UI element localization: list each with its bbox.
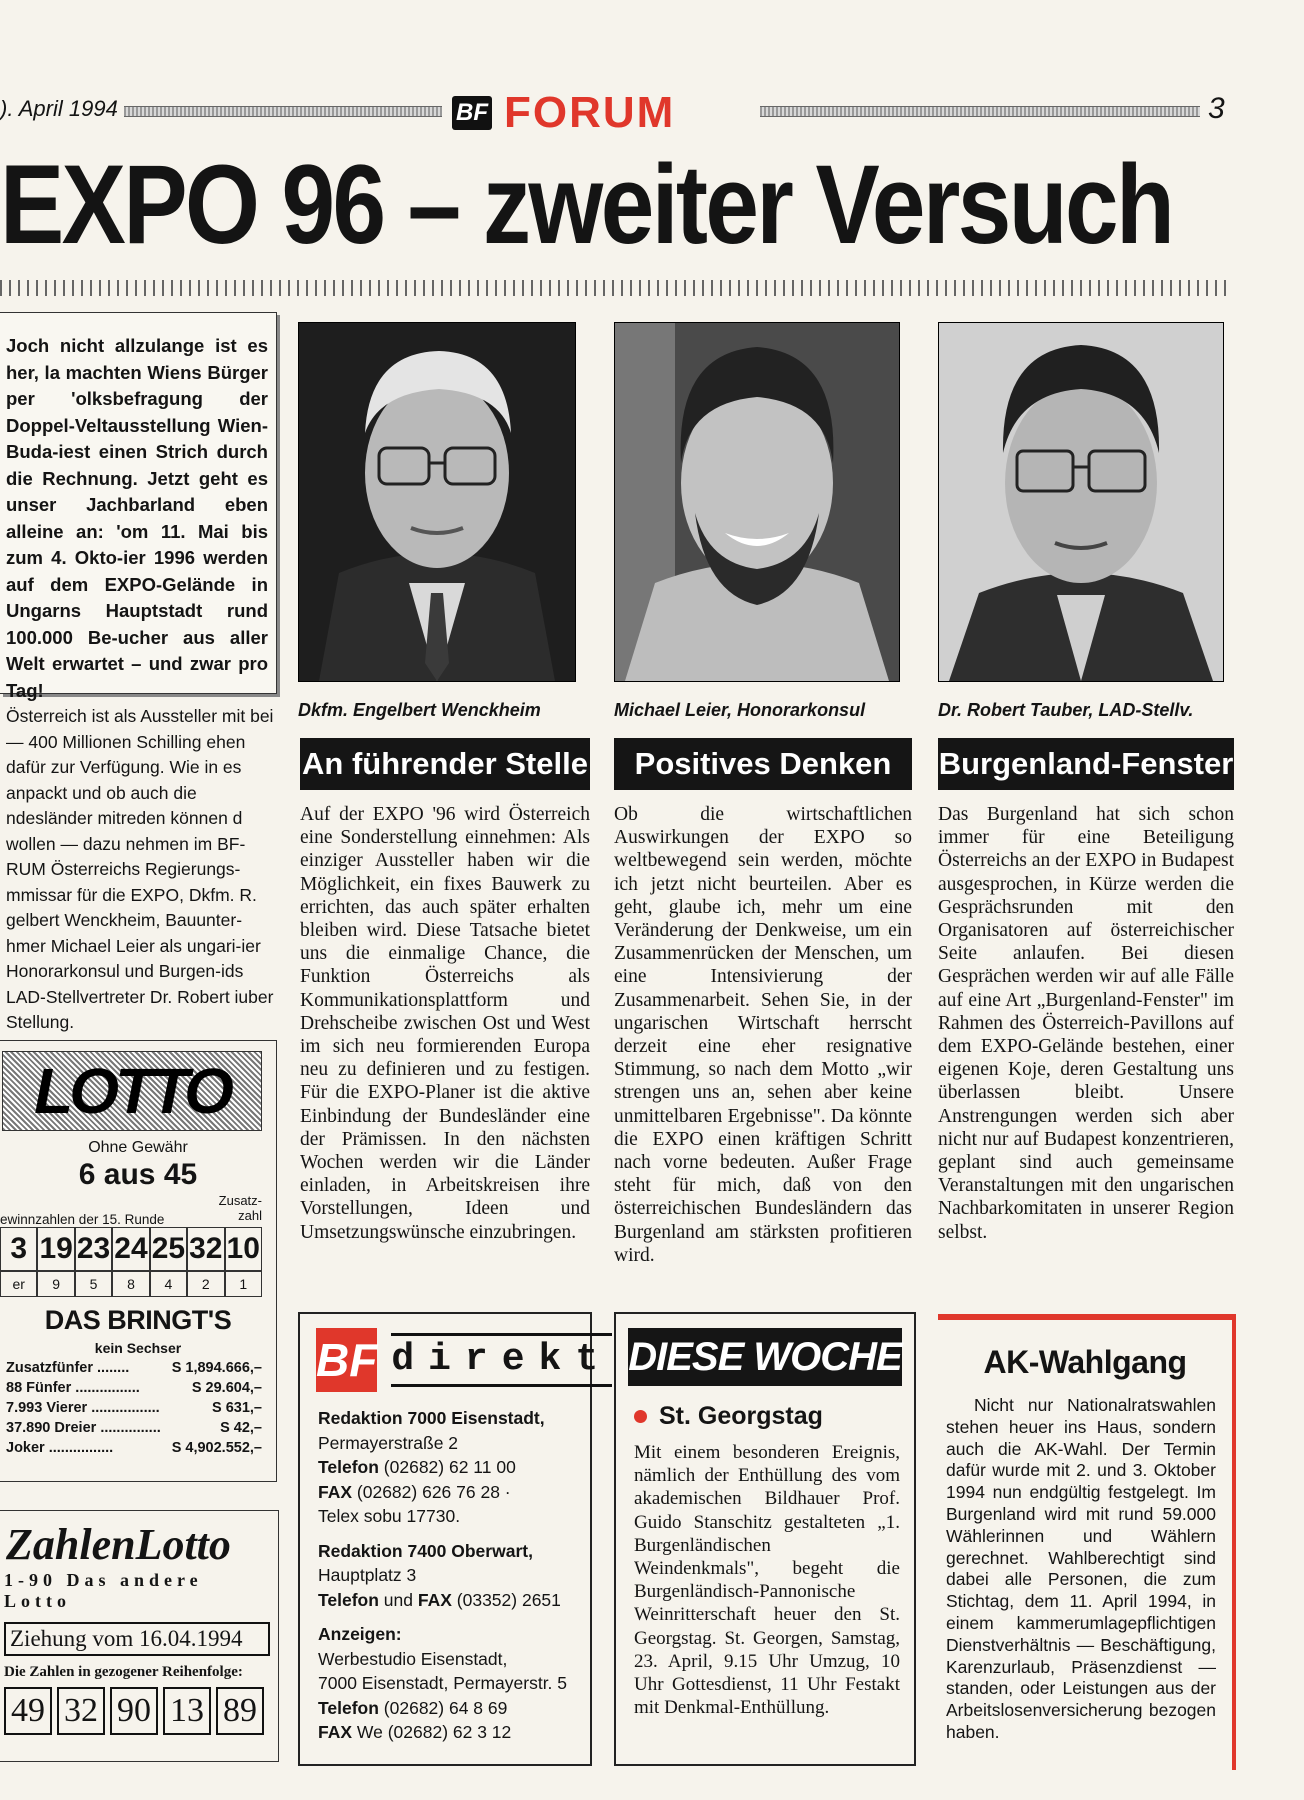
zahlenlotto-box [0,1510,279,1762]
kein-sechser: kein Sechser [94,1340,182,1356]
caption-wenckheim: Dkfm. Engelbert Wenckheim [298,700,541,720]
portrait-leier [614,322,900,682]
prize-line: 37.890 Dreier ............... S 42,– [6,1420,262,1436]
portrait-wenckheim [298,322,576,682]
direkt-line: Redaktion 7400 Oberwart, [318,1540,533,1561]
lotto-number: 25 [150,1227,187,1271]
lotto-numbers [0,1227,262,1271]
bf-logo: BF [452,96,492,130]
text-tauber: Das Burgenland hat sich schon immer für eine Beteiligung Österreichs an der EXPO in Budapest ausgesprochen, in Kürze werden die Gesprächsrunden mit den Organisatoren auf österreichischer Seite anlaufen. Bei diesen Gesprächen werden wir auf alle Fälle auf eine Art „Burgenland-Fenster" im Rahmen des Österreich-Pavillons auf dem EXPO-Gelände bestehen, einer eigenen Koje, deren Gestaltung uns überlassen bleibt. Unsere Anstrengungen werden sich aber nicht nur auf Budapest konzentrieren, geplant sind auch gemeinsame Veranstaltungen mit den ungarischen Nachbarkomitaten in unserer Region selbst. [938,804,1234,1243]
zahlenlotto-number: 49 [4,1687,52,1735]
lotto-number: 23 [75,1227,112,1271]
direkt-line: FAX (02682) 626 76 28 · [318,1481,511,1502]
prize-line: Joker ................ S 4,902.552,– [6,1440,262,1456]
direkt-line: Telefon und FAX (03352) 2651 [318,1589,561,1610]
intro-box [0,312,277,701]
ak-wahlgang-box [938,1314,1236,1770]
lotto-number: 19 [37,1227,74,1271]
lotto-count: 8 [112,1271,149,1297]
direkt-line: FAX We (02682) 62 3 12 [318,1722,512,1742]
heading-wenckheim: An führender Stelle [300,738,590,790]
lotto-count: 4 [150,1271,187,1297]
lotto-game: 6 aus 45 [78,1158,198,1191]
tick-rule [0,280,1232,296]
direkt-line: Werbestudio Eisenstadt, [318,1648,508,1669]
direkt-line: Hauptplatz 3 [318,1565,417,1585]
lotto-count: 9 [37,1271,74,1297]
headline: EXPO 96 – zweiter Versuch [0,142,1173,267]
page-number: 3 [1208,92,1225,125]
lotto-zusatz-label: Zusatz-zahl [218,1193,262,1223]
header-rule-left [124,106,442,117]
zahlenlotto-number: 32 [57,1687,105,1735]
bf-direkt-box [298,1312,613,1766]
caption-tauber: Dr. Robert Tauber, LAD-Stellv. [938,700,1194,720]
zahlenlotto-subtitle: 1-90 Das andere Lotto [4,1570,203,1611]
direkt-contacts [300,1392,590,1745]
bringts-title: DAS BRINGT'S [44,1305,232,1335]
ak-text: Nicht nur Nationalratswahlen stehen heuer ins Haus, sondern auch die AK-Wahl. Der Termin dafür wurde mit 2. und 3. Oktober 1994 nun endgültig festgelegt. Im Burgenland wird mit rund 59.000 Wählerinnen und Wählern gerechnet. Wahlberechtigt sind dabei alle Personen, die zum Stichtag, dem 11. April 1994, in einem kammerumlagepflichtigen Dienstverhältnis — Beschäftigung, Karenzurlaub, Präsenzdienst — standen, oder Leistungen aus der Arbeitslosenversicherung bezogen haben. [946,1395,1216,1742]
prize-line: 7.993 Vierer ................. S 631,– [6,1400,262,1416]
diese-woche-title: DIESE WOCHE [628,1328,902,1386]
diese-woche-box [614,1312,916,1766]
lotto-count: 2 [187,1271,224,1297]
direkt-line: Telefon (02682) 64 8 69 [318,1697,508,1718]
diese-woche-subtitle: St. Georgstag [659,1402,823,1430]
issue-date: ). April 1994 [0,96,118,121]
bullet-dot-icon [634,1410,647,1423]
lotto-counts [0,1271,262,1297]
direkt-line: 7000 Eisenstadt, Permayerstr. 5 [318,1673,568,1693]
zahlenlotto-number: 89 [216,1687,264,1735]
lotto-number: 24 [112,1227,149,1271]
lotto-number: 3 [0,1227,37,1271]
section-title: FORUM [504,88,676,137]
diese-woche-text: Mit einem besonderen Ereignis, nämlich der Enthüllung des vom akademischen Bildhauer Prof. Guido Stanschitz gestalteten „1. Burgenländischen Weindenkmals", begeht die Burgenländisch-Pannonische Weinritterschaft heuer den St. Georgstag. St. Georgen, Samstag, 23. April, 9.15 Uhr Umzug, 10 Uhr Gottesdienst, 11 Uhr Festakt mit Denkmal-Enthüllung. [634,1442,900,1719]
text-leier: Ob die wirtschaftlichen Auswirkungen der EXPO so weltbewegend sein werden, möchte ich jetzt nicht beurteilen. Aber es geht, glaube ich, mehr um eine Veränderung der Denkweise, um ein Zusammenrücken der Menschen, um eine Intensivierung der Zusammenarbeit. Sehen Sie, in der ungarischen Wirtschaft herrscht derzeit eine eher resignative Stimmung, so nach dem Motto „wir strengen uns an, sehen aber keine unmittelbaren Ergebnisse". Da könnte die EXPO einen kräftigen Schritt nach vorne bedeuten. Außer Frage steht für mich, daß von den österreichischen Bundesländern das Burgenland am stärksten profitieren wird. [614,804,912,1266]
direkt-line: Redaktion 7000 Eisenstadt, [318,1408,545,1428]
portrait-tauber [938,322,1224,682]
zahlenlotto-number: 90 [110,1687,158,1735]
zahlenlotto-numbers [0,1687,278,1735]
ak-title: AK-Wahlgang [983,1344,1187,1380]
text-wenckheim: Auf der EXPO '96 wird Österreich eine Sonderstellung einnehmen: Als einziger Aussteller haben wir die Möglichkeit, ein fixes Bauwerk zu errichten, das auch später erhalten bleiben wird. Diese Tatsache bietet uns die einmalige Chance, die Funktion Österreichs als Kommunikationsplattform und Drehscheibe zwischen Ost und West im sich neu formierenden Europa neu zu definieren und zu festigen. Für die EXPO-Planer ist die aktive Einbindung der Bundesländer eine der Prämissen. In den nächsten Wochen werden wir die Länder einladen, in Arbeitskreisen ihre Vorstellungen, Ideen und Umsetzungswünsche einzubringen. [300,804,590,1243]
intro-text: Joch nicht allzulange ist es her, la machten Wiens Bürger per 'olksbefragung der Doppel-Veltausstellung Wien-Buda-iest einen Strich durch die Rechnung. Jetzt geht es unser Jachbarland eben alleine an: 'om 11. Mai bis zum 4. Okto-ier 1996 werden auf dem EXPO-Gelände in Ungarns Hauptstadt rund 100.000 Be-ucher aus aller Welt erwartet – und zwar pro Tag! [6,335,268,701]
zahlenlotto-order-label: Die Zahlen in gezogener Reihenfolge: [4,1664,243,1680]
header-rule-right [760,106,1200,117]
direkt-line: Telex sobu 17730. [318,1506,461,1526]
bf-direkt-logo: BF [316,1328,377,1392]
lotto-count: 1 [225,1271,262,1297]
caption-leier: Michael Leier, Honorarkonsul [614,700,866,720]
direkt-line: Permayerstraße 2 [318,1432,459,1453]
heading-tauber: Burgenland-Fenster [938,738,1234,790]
lotto-round-label: ewinnzahlen der 15. Runde [0,1212,165,1227]
heading-leier: Positives Denken [614,738,912,790]
zahlenlotto-ziehung: Ziehung vom 16.04.1994 [4,1622,270,1656]
prize-line: Zusatzfünfer ........ S 1,894.666,– [6,1360,262,1376]
prize-line: 88 Fünfer ................ S 29.604,– [6,1380,262,1396]
lotto-zusatzzahl: 10 [225,1227,262,1271]
direkt-title: direkt [391,1333,612,1387]
direkt-line: Telefon (02682) 62 11 00 [318,1457,516,1477]
left-body-text: Österreich ist als Aussteller mit bei — 400 Millionen Schilling ehen dafür zur Verfügung. Wie in es anpackt und ob auch die ndesländer mitreden können d wollen — dazu nehmen im BF-RUM Österreichs Regierungs-mmissar für die EXPO, Dkfm. R. gelbert Wenckheim, Bauunter-hmer Michael Leier als ungari-ier Honorarkonsul und Burgen-ids LAD-Stellvertreter Dr. Robert iuber Stellung. [6,706,274,1032]
direkt-line: Anzeigen: [318,1624,402,1644]
lotto-logo: LOTTO [2,1051,262,1131]
lotto-number: 32 [187,1227,224,1271]
zahlenlotto-number: 13 [163,1687,211,1735]
lotto-count: 5 [75,1271,112,1297]
lotto-count-label: er [0,1271,37,1297]
zahlenlotto-title: ZahlenLotto [6,1520,231,1569]
lotto-ohne-gewaehr: Ohne Gewähr [88,1139,188,1156]
lotto-box [0,1040,277,1482]
